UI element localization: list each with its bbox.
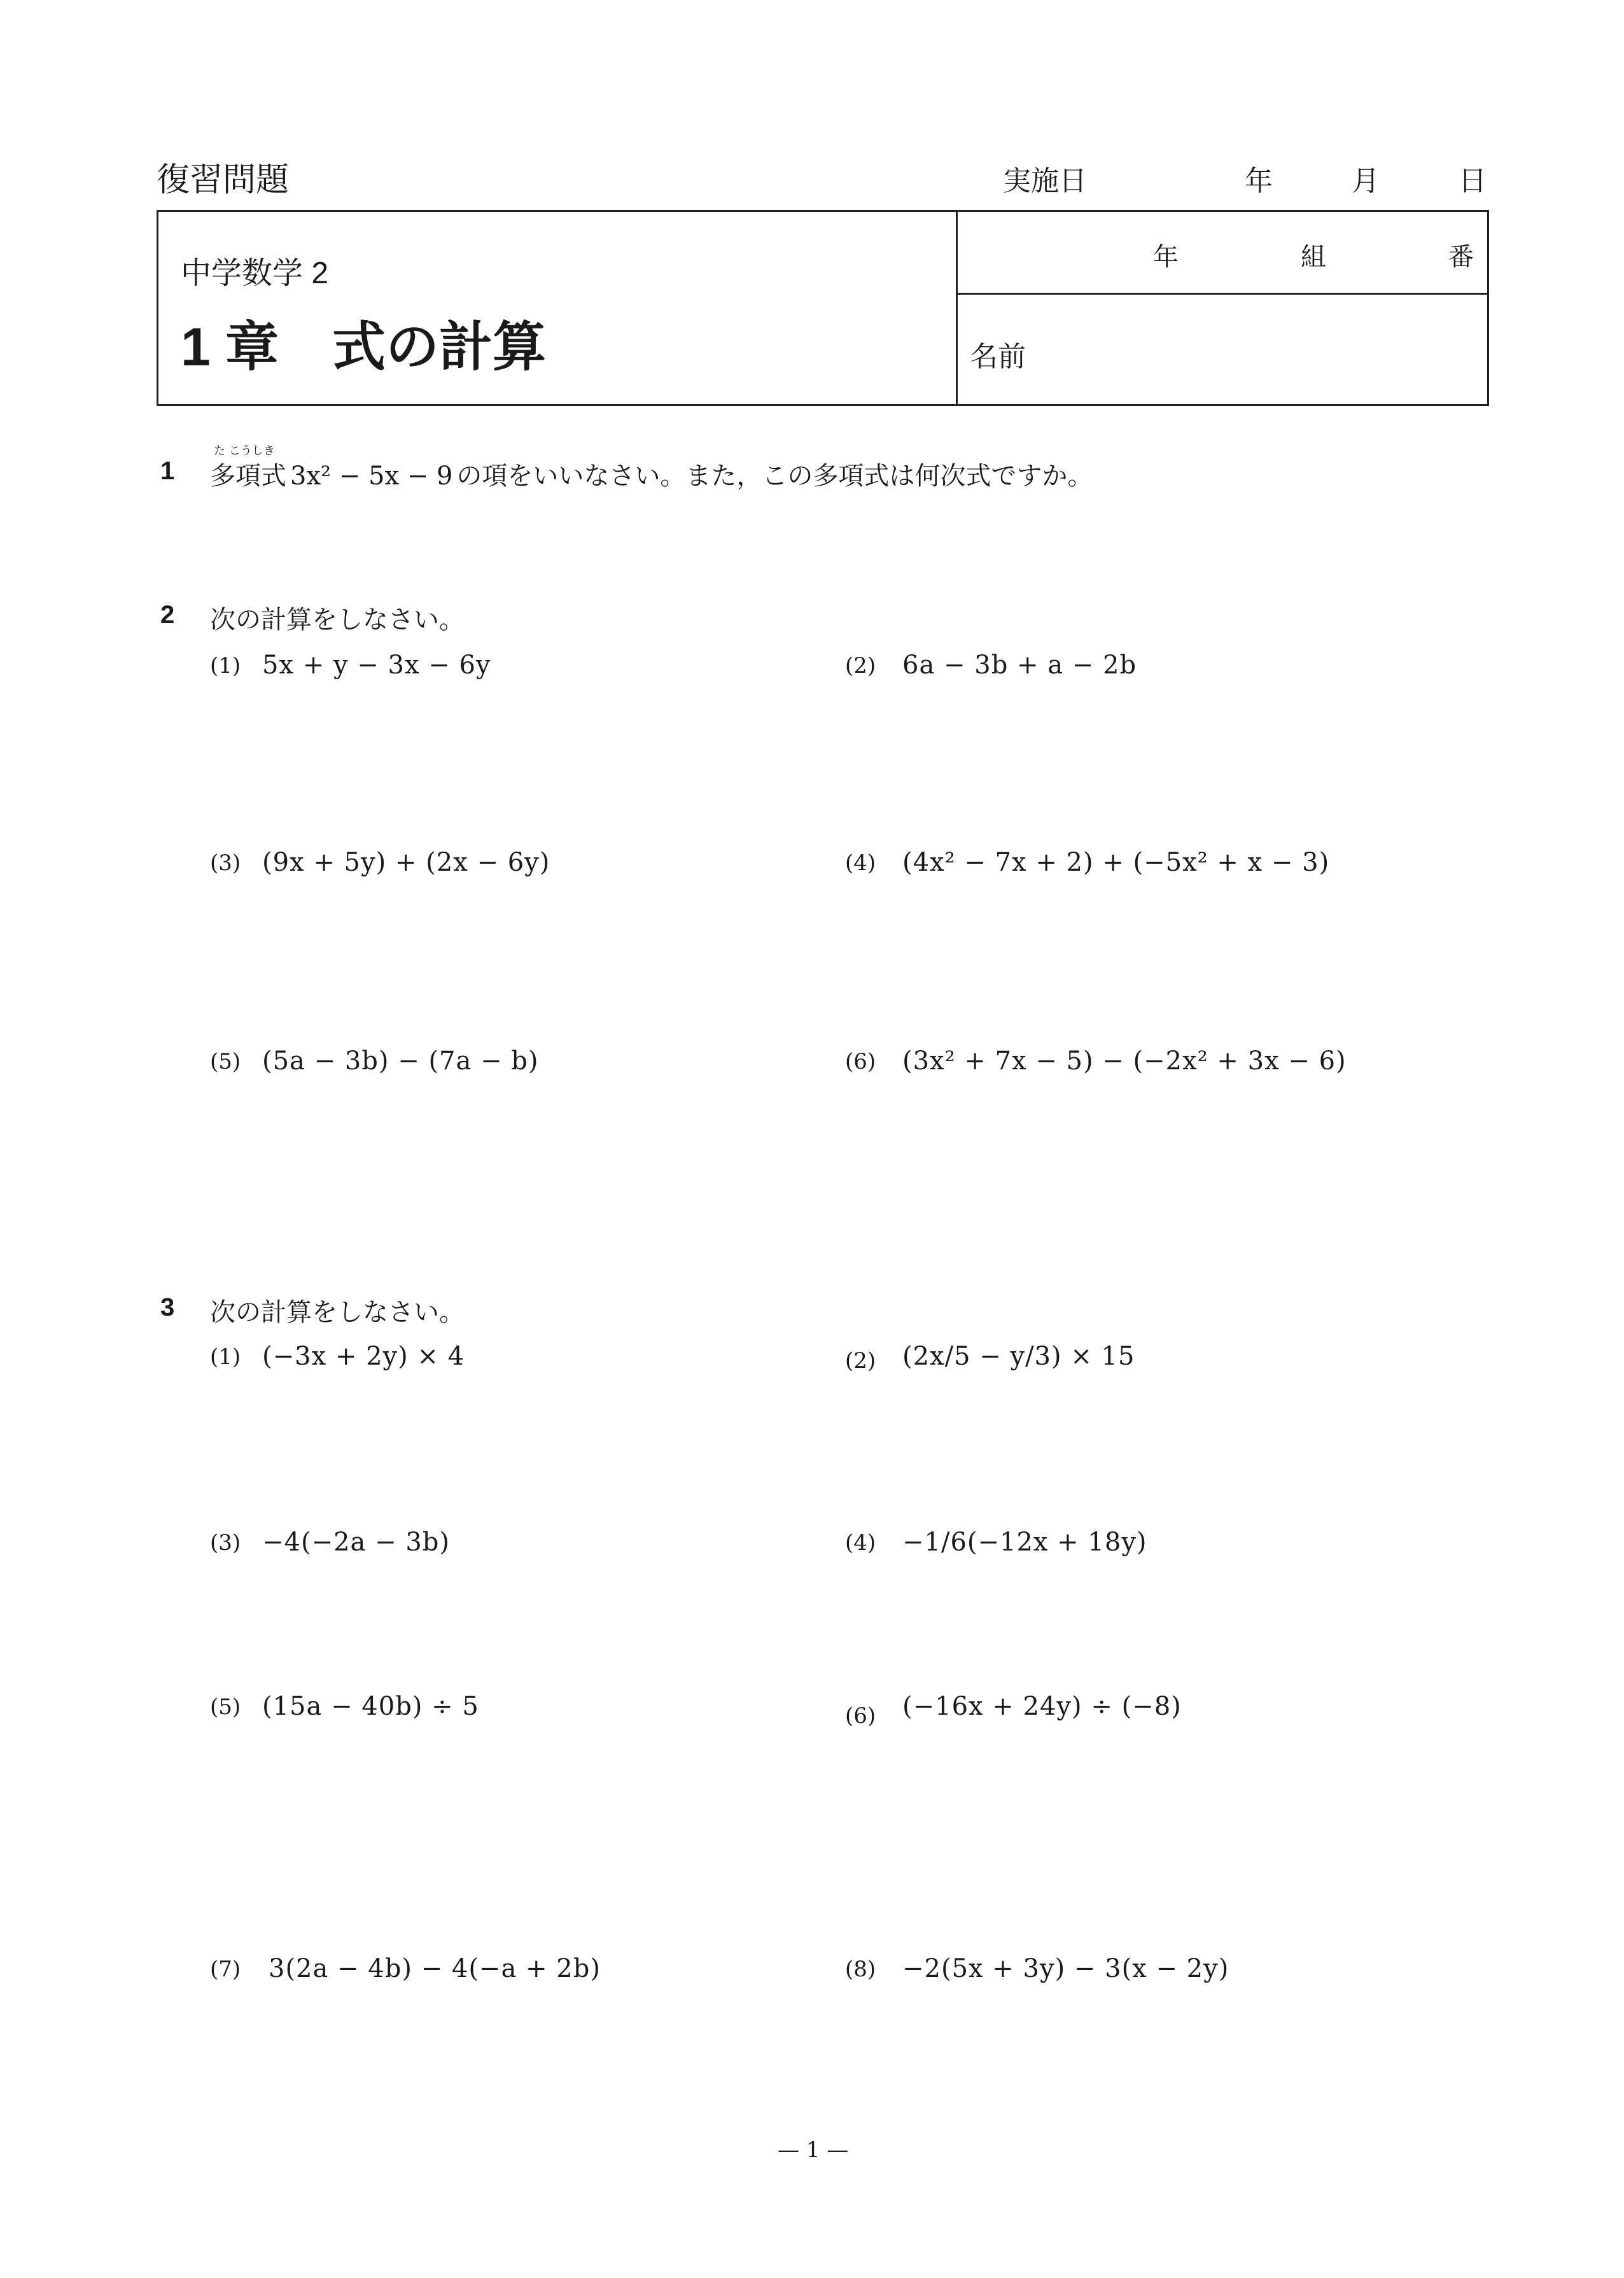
- page-number: — 1 —: [778, 2137, 849, 2163]
- name-label: 名前: [970, 341, 1026, 372]
- q3-item-expr: (−3x + 2y) × 4: [262, 1342, 465, 1371]
- q2-number: 2: [160, 601, 175, 629]
- q1-lead: 多項式: [210, 461, 286, 491]
- q3-item-label: (2): [845, 1348, 876, 1374]
- q2-instruction: 次の計算をしなさい。: [210, 605, 465, 635]
- q3-item-expr: (−16x + 24y) ÷ (−8): [902, 1692, 1182, 1721]
- q3-item-label: (5): [210, 1694, 241, 1720]
- class-group-label: 組: [1301, 243, 1326, 271]
- q3-instruction: 次の計算をしなさい。: [210, 1298, 465, 1327]
- title-box-divider: [956, 210, 958, 406]
- q3-item-expr: 3(2a − 4b) − 4(−a + 2b): [269, 1954, 601, 1983]
- q3-item-label: (8): [845, 1957, 876, 1982]
- q3-item-label: (7): [210, 1957, 241, 1982]
- q1-number: 1: [160, 457, 175, 485]
- class-year-label: 年: [1153, 243, 1179, 271]
- q3-item-expr: (2x/5 − y/3) × 15: [902, 1342, 1135, 1371]
- q3-number: 3: [160, 1293, 175, 1321]
- q3-item-label: (4): [845, 1530, 876, 1556]
- course-title: 中学数学 2: [181, 257, 329, 290]
- q3-item-expr: −2(5x + 3y) − 3(x − 2y): [902, 1954, 1229, 1983]
- q2-item-label: (6): [845, 1049, 876, 1074]
- q2-item-label: (2): [845, 653, 876, 678]
- q2-item-label: (3): [210, 850, 241, 876]
- date-year-label: 年: [1245, 165, 1273, 197]
- q3-item-expr: (15a − 40b) ÷ 5: [262, 1692, 479, 1721]
- q1-question: [210, 456, 1093, 492]
- q3-item-label: (6): [845, 1703, 876, 1729]
- date-day-label: 日: [1459, 165, 1487, 197]
- q2-item-expr: (3x² + 7x − 5) − (−2x² + 3x − 6): [902, 1046, 1347, 1076]
- chapter-title: 1 章 式の計算: [181, 317, 547, 377]
- q2-item-expr: 5x + y − 3x − 6y: [262, 650, 491, 680]
- title-box-row-divider: [956, 293, 1489, 295]
- q3-item-label: (3): [210, 1530, 241, 1556]
- sheet-type-title: 復習問題: [157, 162, 290, 199]
- q2-item-label: (5): [210, 1049, 241, 1074]
- date-month-label: 月: [1352, 165, 1380, 197]
- q2-item-expr: (4x² − 7x + 2) + (−5x² + x − 3): [902, 848, 1330, 877]
- q3-item-expr: −1/6(−12x + 18y): [902, 1528, 1147, 1557]
- q3-item-label: (1): [210, 1344, 241, 1370]
- q2-item-expr: (5a − 3b) − (7a − b): [262, 1046, 539, 1076]
- q2-item-expr: 6a − 3b + a − 2b: [902, 650, 1137, 680]
- q3-item-expr: −4(−2a − 3b): [262, 1528, 450, 1557]
- date-label: 実施日: [1003, 165, 1087, 197]
- q1-ruby: た こうしき: [214, 444, 275, 458]
- q1-text: の項をいいなさい。また，この多項式は何次式ですか。: [456, 461, 1093, 491]
- class-number-label: 番: [1448, 243, 1474, 271]
- q2-item-label: (1): [210, 653, 241, 678]
- q2-item-expr: (9x + 5y) + (2x − 6y): [262, 848, 550, 877]
- q1-expr: 3x² − 5x − 9: [290, 461, 453, 491]
- q2-item-label: (4): [845, 850, 876, 876]
